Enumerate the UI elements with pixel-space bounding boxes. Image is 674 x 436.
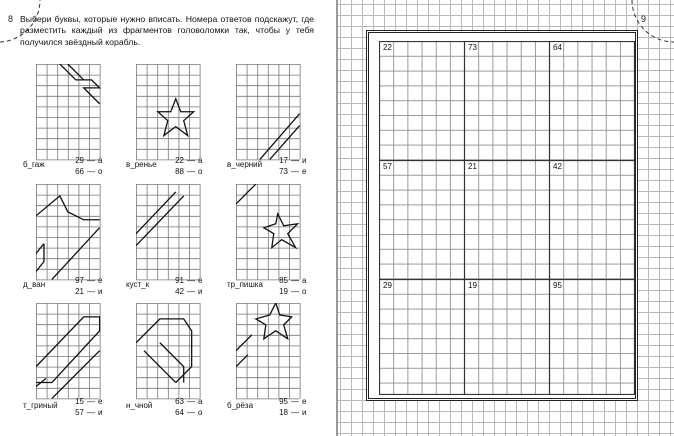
fragment-outline [36, 317, 100, 399]
fragment-line [60, 64, 100, 104]
puzzle-fragment-4 [36, 184, 100, 280]
fragment-line [256, 303, 292, 339]
cell-number: 42 [553, 162, 562, 171]
word-7: т_гриный [23, 401, 58, 410]
word-4: д_ван [23, 280, 46, 289]
word-9: б_рёза [227, 401, 254, 410]
fragment-line [160, 343, 184, 383]
fragment-grid [136, 303, 201, 400]
fragment-outline [236, 303, 292, 367]
cell-number: 64 [553, 43, 562, 52]
cell-number: 29 [383, 281, 392, 290]
fragment-grid [36, 184, 101, 281]
puzzle-fragment-1 [36, 64, 100, 160]
answers-7: 15 — е 57 — и [75, 397, 103, 417]
fragment-line [136, 192, 176, 234]
answers-4: 97 — е 21 — и [75, 276, 103, 296]
word-2: в_ренье [126, 160, 157, 169]
fragment-line [136, 196, 184, 246]
fragment-grid [36, 303, 101, 400]
fragment-grid [136, 64, 201, 161]
word-8: н_чной [126, 401, 153, 410]
answers-3: 17 — и 73 — е [279, 156, 307, 176]
watermark: ... [598, 400, 609, 415]
fragment-grid [236, 184, 301, 281]
cell-number: 22 [383, 43, 392, 52]
cell-number: 95 [553, 281, 562, 290]
answers-2: 22 — а 88 — о [175, 156, 203, 176]
puzzle-fragment-3 [236, 64, 300, 160]
fragment-line [236, 335, 252, 367]
page-fold [336, 0, 338, 436]
answers-9: 95 — е 18 — и [279, 397, 307, 417]
fragment-outline [236, 184, 298, 248]
fragment-outline [260, 114, 300, 160]
puzzle-fragment-7 [36, 303, 100, 399]
answers-1: 29 — а 66 — о [75, 156, 103, 176]
cell-number: 19 [468, 281, 477, 290]
puzzle-fragment-8 [136, 303, 200, 399]
fragment-grid [236, 64, 301, 161]
page-number-right: 9 [641, 14, 647, 24]
word-6: тр_пишка [227, 280, 263, 289]
fragment-outline [136, 319, 192, 383]
puzzle-fragment-5 [136, 184, 200, 280]
puzzle-assembly-board [366, 30, 638, 401]
puzzle-fragment-6 [236, 184, 300, 280]
fragment-grid [36, 64, 101, 161]
cell-number: 57 [383, 162, 392, 171]
puzzle-fragment-2 [136, 64, 200, 160]
fragment-line [36, 317, 100, 383]
board-dividers [379, 41, 635, 395]
fragment-line [68, 64, 84, 80]
fragment-grid [236, 303, 301, 400]
answers-5: 91 — е 42 — и [175, 276, 203, 296]
cell-number: 21 [468, 162, 477, 171]
answers-8: 63 — а 64 — о [175, 397, 203, 417]
fragment-grid [136, 184, 201, 281]
word-3: в_черний [227, 160, 263, 169]
page-number-left: 8 [8, 14, 14, 24]
cell-number: 73 [468, 43, 477, 52]
fragment-outline [60, 64, 100, 104]
word-1: б_гаж [23, 160, 45, 169]
word-5: куст_к [126, 280, 150, 289]
answers-6: 85 — а 19 — о [279, 276, 307, 296]
puzzle-fragment-9 [236, 303, 300, 399]
instruction-text: Выбери буквы, которые нужно вписать. Номера ответов подскажут, где разместить каждый из фрагментов головоломки так, чтобы у тебя получился звёздный корабль. [20, 14, 314, 47]
fragment-line [260, 114, 300, 160]
fragment-line [264, 214, 298, 248]
fragment-line [52, 228, 100, 280]
fragment-line [236, 184, 256, 204]
